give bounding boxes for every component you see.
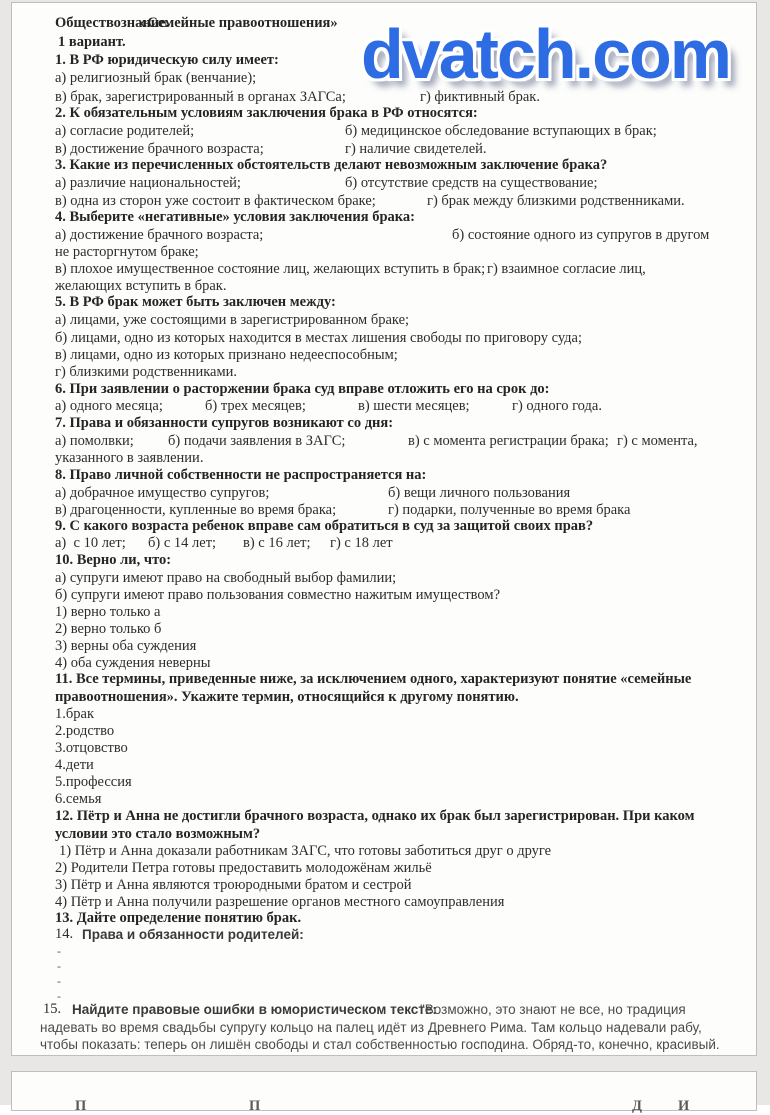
question-heading-text: 12. Пётр и Анна не достигли брачного возраста, однако их брак был зарегистрирован. При каком xyxy=(55,808,695,824)
doc-text: желающих вступить в брак. xyxy=(55,278,227,294)
doc-line xyxy=(12,123,756,141)
doc-text: 2) Родители Петра готовы предоставить молодожёнам жильё xyxy=(55,860,432,876)
doc-text: б) состояние одного из супругов в другом xyxy=(452,227,710,243)
doc-text: в) с 16 лет; xyxy=(243,535,311,551)
doc-text: 4.дети xyxy=(55,757,94,773)
doc-text: - xyxy=(57,959,61,973)
doc-text: г) взаимное согласие лиц, xyxy=(487,261,646,277)
doc-text: б) трех месяцев; xyxy=(205,398,306,414)
watermark-text: dvatch.com xyxy=(361,15,730,93)
question-heading-text: 3. Какие из перечисленных обстоятельств делают невозможным заключение брака? xyxy=(55,157,608,173)
doc-text: 6.семья xyxy=(55,791,102,807)
doc-text: - xyxy=(57,989,61,1003)
doc-line xyxy=(12,485,756,503)
doc-line xyxy=(12,261,756,279)
doc-line xyxy=(12,157,756,175)
doc-text: в) одна из сторон уже состоит в фактическом браке; xyxy=(55,193,376,209)
doc-text: - xyxy=(57,944,61,958)
doc-text: а) супруги имеют право на свободный выбор фамилии; xyxy=(55,570,397,586)
doc-text: а) согласие родителей; xyxy=(55,123,195,139)
doc-text: 3) Пётр и Анна являются троюродными братом и сестрой xyxy=(55,877,412,893)
doc-text: в) с момента регистрации брака; xyxy=(408,433,609,449)
doc-text: в) драгоценности, купленные во время брака; xyxy=(55,502,337,518)
doc-text: г) подарки, полученные во время брака xyxy=(388,502,631,518)
doc-line xyxy=(12,791,756,809)
question-heading-text: 8. Право личной собственности не распространяется на: xyxy=(55,467,427,483)
doc-text: 4) оба суждения неверны xyxy=(55,655,211,671)
doc-line xyxy=(12,723,756,741)
doc-line xyxy=(12,450,756,468)
doc-text: а) добрачное имущество супругов; xyxy=(55,485,270,501)
doc-text: Права и обязанности родителей: xyxy=(82,927,304,942)
doc-line xyxy=(12,1001,756,1019)
doc-line xyxy=(12,552,756,570)
doc-text: в) шести месяцев; xyxy=(358,398,470,414)
doc-text: "Возможно, это знают не все, но традиция xyxy=(420,1002,686,1017)
doc-line xyxy=(12,826,756,844)
doc-text: указанного в заявлении. xyxy=(55,450,204,466)
doc-text: 3) верны оба суждения xyxy=(55,638,197,654)
doc-line xyxy=(12,415,756,433)
doc-text: б) вещи личного пользования xyxy=(388,485,571,501)
doc-line xyxy=(12,398,756,416)
doc-text: в) брак, зарегистрированный в органах ЗАГСа; xyxy=(55,89,346,105)
doc-text: а) различие национальностей; xyxy=(55,175,241,191)
doc-line xyxy=(12,706,756,724)
doc-line xyxy=(12,467,756,485)
doc-line xyxy=(12,330,756,348)
question-heading-text: 2. К обязательным условиям заключения брака в РФ относятся: xyxy=(55,105,478,121)
question-heading-text: 1 вариант. xyxy=(58,34,126,50)
doc-text: а) с 10 лет; xyxy=(55,535,126,551)
question-heading-text: 4. Выберите «негативные» условия заключения брака: xyxy=(55,209,415,225)
doc-line xyxy=(12,604,756,622)
doc-text: 3.отцовство xyxy=(55,740,128,756)
doc-text: в) плохое имущественное состояние лиц, желающих вступить в брак; xyxy=(55,261,486,277)
doc-text: 1.брак xyxy=(55,706,94,722)
question-heading-text: 7. Права и обязанности супругов возникают со дня: xyxy=(55,415,394,431)
next-page-text-fragment: Д xyxy=(632,1098,642,1114)
doc-text: 2.родство xyxy=(55,723,115,739)
doc-text: г) с момента, xyxy=(617,433,698,449)
doc-text: надевать во время свадьбы супругу кольцо на палец идёт из Древнего Рима. Там кольцо надевали рабу, xyxy=(40,1020,702,1035)
doc-line xyxy=(12,347,756,365)
doc-text: а) помолвки; xyxy=(55,433,134,449)
doc-line xyxy=(12,740,756,758)
doc-line xyxy=(12,227,756,245)
doc-line xyxy=(12,1036,756,1054)
doc-line xyxy=(12,535,756,553)
doc-line xyxy=(12,570,756,588)
doc-line xyxy=(12,312,756,330)
doc-line xyxy=(12,774,756,792)
doc-line xyxy=(12,808,756,826)
doc-text: г) брак между близкими родственниками. xyxy=(427,193,685,209)
doc-text: 4) Пётр и Анна получили разрешение органов местного самоуправления xyxy=(55,894,505,910)
doc-text: б) с 14 лет; xyxy=(148,535,217,551)
doc-text: б) медицинское обследование вступающих в брак; xyxy=(345,123,657,139)
doc-line xyxy=(12,638,756,656)
doc-text: чтобы показать: теперь он лишён свободы и стал собственностью господина. Обряд-то, конечно, красивый. xyxy=(40,1037,720,1052)
doc-text: г) наличие свидетелей. xyxy=(345,141,487,157)
question-heading-text: 13. Дайте определение понятию брак. xyxy=(55,910,302,926)
question-heading-text: 1. В РФ юридическую силу имеет: xyxy=(55,52,279,68)
question-heading-text: условии это стало возможным? xyxy=(55,826,261,842)
doc-line xyxy=(12,671,756,689)
doc-line xyxy=(12,757,756,775)
doc-text: г) близкими родственниками. xyxy=(55,364,238,380)
next-page-text-fragment: П xyxy=(75,1098,87,1114)
doc-line xyxy=(12,381,756,399)
doc-text: - xyxy=(57,974,61,988)
page-1 xyxy=(11,2,757,1056)
doc-text: в) достижение брачного возраста; xyxy=(55,141,264,157)
question-heading-text: «Семейные правоотношения» xyxy=(140,15,338,31)
next-page-text-fragment: И xyxy=(678,1098,690,1114)
question-heading-text: правоотношения». Укажите термин, относящийся к другому понятию. xyxy=(55,689,519,705)
doc-text: 15. xyxy=(43,1001,62,1017)
doc-text: б) подачи заявления в ЗАГС; xyxy=(168,433,346,449)
question-heading-text: 6. При заявлении о расторжении брака суд вправе отложить его на срок до: xyxy=(55,381,550,397)
question-heading-text: Обществознание. xyxy=(55,15,170,31)
doc-line xyxy=(12,689,756,707)
doc-text: 14. xyxy=(55,926,74,942)
doc-text: б) супруги имеют право пользования совместно нажитым имуществом? xyxy=(55,587,501,603)
doc-text: б) лицами, одно из которых находится в местах лишения свободы по приговору суда; xyxy=(55,330,582,346)
doc-line xyxy=(12,587,756,605)
doc-text: а) религиозный брак (венчание); xyxy=(55,70,257,86)
question-heading-text: 11. Все термины, приведенные ниже, за исключением одного, характеризуют понятие «семейные xyxy=(55,671,692,687)
doc-line xyxy=(12,1019,756,1037)
doc-text: 1) Пётр и Анна доказали работникам ЗАГС, что готовы заботиться друг о друге xyxy=(59,843,552,859)
doc-line xyxy=(12,621,756,639)
doc-line xyxy=(12,843,756,861)
doc-text: г) одного года. xyxy=(512,398,602,414)
doc-text: 5.профессия xyxy=(55,774,132,790)
doc-text: г) фиктивный брак. xyxy=(420,89,540,105)
doc-line xyxy=(12,518,756,536)
doc-text: не расторгнутом браке; xyxy=(55,244,199,260)
doc-text: Найдите правовые ошибки в юмористическом тексте: xyxy=(72,1002,437,1017)
doc-line xyxy=(12,433,756,451)
doc-text: 1) верно только а xyxy=(55,604,161,620)
doc-line xyxy=(12,860,756,878)
doc-text: г) с 18 лет xyxy=(330,535,393,551)
question-heading-text: 5. В РФ брак может быть заключен между: xyxy=(55,294,336,310)
doc-line xyxy=(12,105,756,123)
doc-line xyxy=(12,364,756,382)
doc-text: б) отсутствие средств на существование; xyxy=(345,175,598,191)
doc-line xyxy=(12,209,756,227)
question-heading-text: 10. Верно ли, что: xyxy=(55,552,172,568)
doc-text: а) одного месяца; xyxy=(55,398,163,414)
next-page-text-fragment: П xyxy=(249,1098,261,1114)
doc-line xyxy=(12,926,756,944)
page-2 xyxy=(11,1071,757,1114)
doc-text: а) лицами, уже состоящими в зарегистрированном браке; xyxy=(55,312,410,328)
doc-line xyxy=(12,294,756,312)
doc-text: а) достижение брачного возраста; xyxy=(55,227,264,243)
question-heading-text: 9. С какого возраста ребенок вправе сам обратиться в суд за защитой своих прав? xyxy=(55,518,594,534)
doc-text: 2) верно только б xyxy=(55,621,162,637)
doc-line xyxy=(12,244,756,262)
doc-text: в) лицами, одно из которых признано недееспособным; xyxy=(55,347,398,363)
doc-line xyxy=(12,877,756,895)
doc-line xyxy=(12,175,756,193)
